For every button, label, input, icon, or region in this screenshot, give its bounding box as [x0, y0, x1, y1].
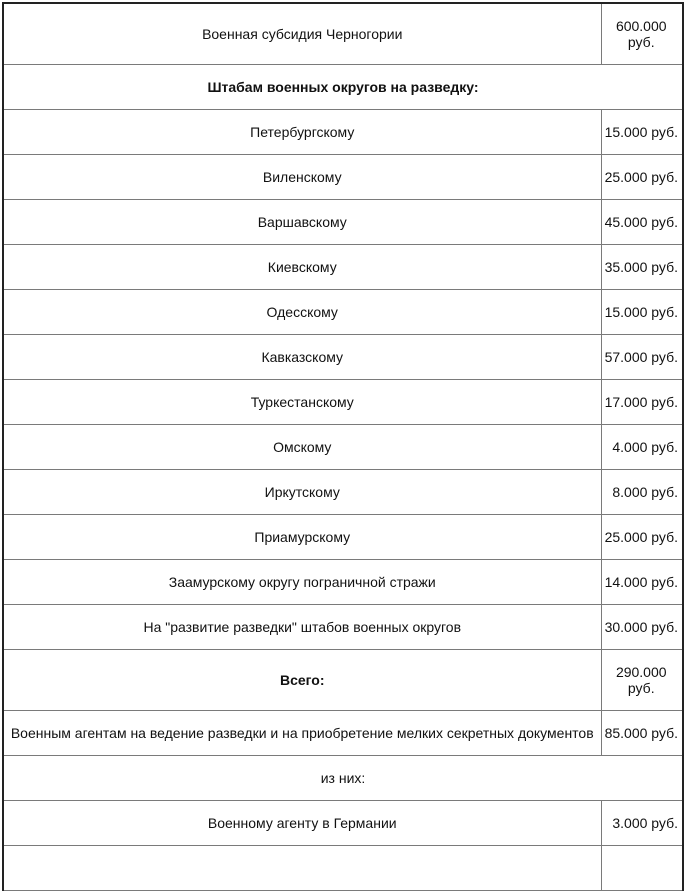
total-amount: 290.000 руб. — [601, 650, 683, 711]
table-row — [3, 245, 683, 290]
row-label: Туркестанскому — [3, 380, 601, 425]
section-label: из них: — [3, 756, 683, 801]
table-row — [3, 380, 683, 425]
row-label: Киевскому — [3, 245, 601, 290]
row-amount: 85.000 руб. — [601, 711, 683, 756]
table-row — [3, 515, 683, 560]
row-amount: 45.000 руб. — [601, 200, 683, 245]
row-label: Петербургскому — [3, 110, 601, 155]
table-row — [3, 560, 683, 605]
budget-table — [2, 2, 684, 891]
row-amount: 57.000 руб. — [601, 335, 683, 380]
section-header-district-staffs — [3, 65, 683, 110]
row-label: Виленскому — [3, 155, 601, 200]
row-amount: 25.000 руб. — [601, 155, 683, 200]
row-amount: 25.000 руб. — [601, 515, 683, 560]
row-amount: 3.000 руб. — [601, 801, 683, 846]
table-row — [3, 110, 683, 155]
table-row — [3, 470, 683, 515]
table-row — [3, 801, 683, 846]
table-row — [3, 425, 683, 470]
table-row — [3, 605, 683, 650]
table-row-partial — [3, 846, 683, 891]
table-row — [3, 200, 683, 245]
section-header-of-which — [3, 756, 683, 801]
row-amount — [601, 846, 683, 891]
row-amount: 14.000 руб. — [601, 560, 683, 605]
row-label: Военным агентам на ведение разведки и на приобретение мелких секретных документов — [3, 711, 601, 756]
row-label: Омскому — [3, 425, 601, 470]
row-label: Заамурскому округу пограничной стражи — [3, 560, 601, 605]
row-label: Военная субсидия Черногории — [3, 3, 601, 65]
row-label — [3, 846, 601, 891]
table-row-montenegro-subsidy — [3, 3, 683, 65]
table-row — [3, 290, 683, 335]
total-row — [3, 650, 683, 711]
row-amount: 15.000 руб. — [601, 290, 683, 335]
row-amount: 8.000 руб. — [601, 470, 683, 515]
row-amount: 30.000 руб. — [601, 605, 683, 650]
section-label: Штабам военных округов на разведку: — [3, 65, 683, 110]
row-label: Военному агенту в Германии — [3, 801, 601, 846]
table-row-military-agents — [3, 711, 683, 756]
row-label: Приамурскому — [3, 515, 601, 560]
row-amount: 4.000 руб. — [601, 425, 683, 470]
row-amount: 17.000 руб. — [601, 380, 683, 425]
row-amount: 600.000 руб. — [601, 3, 683, 65]
row-amount: 15.000 руб. — [601, 110, 683, 155]
row-label: На "развитие разведки" штабов военных округов — [3, 605, 601, 650]
total-label: Всего: — [3, 650, 601, 711]
table-row — [3, 335, 683, 380]
row-amount: 35.000 руб. — [601, 245, 683, 290]
row-label: Варшавскому — [3, 200, 601, 245]
row-label: Иркутскому — [3, 470, 601, 515]
row-label: Кавказскому — [3, 335, 601, 380]
table-row — [3, 155, 683, 200]
row-label: Одесскому — [3, 290, 601, 335]
